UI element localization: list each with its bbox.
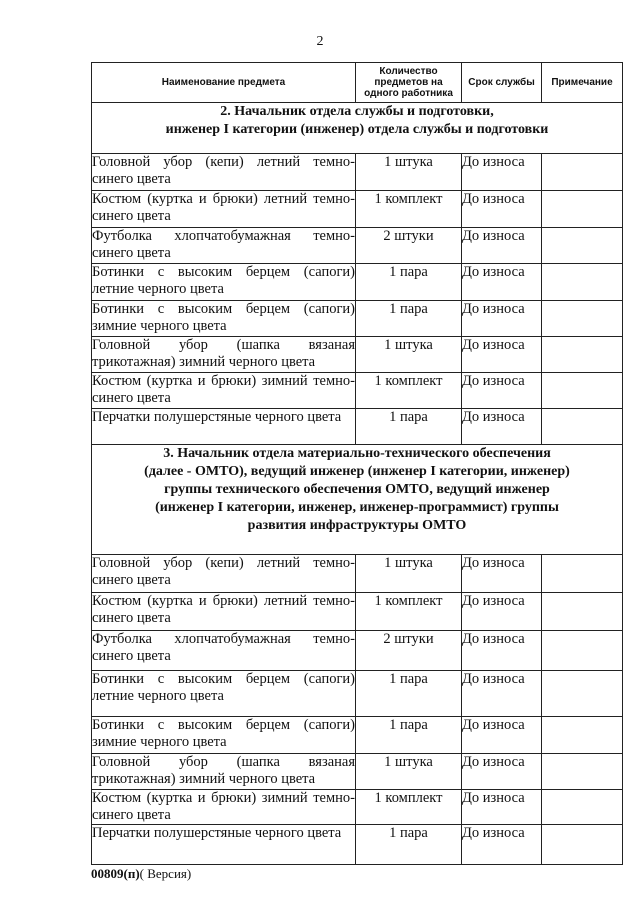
table-row [92,228,623,264]
item-note [542,790,623,825]
item-note [542,373,623,409]
footer [91,866,191,882]
table-row [92,631,623,671]
table-row [92,301,623,337]
item-quantity: 1 комплект [356,790,462,825]
item-note [542,825,623,865]
item-name: Костюм (куртка и брюки) летний темно-синего цвета [92,191,356,228]
item-name: Головной убор (кепи) летний темно-синего цвета [92,555,356,593]
table-row [92,790,623,825]
item-term: До износа [462,790,542,825]
item-quantity: 1 комплект [356,373,462,409]
table-row [92,671,623,717]
section-title-line: группы технического обеспечения ОМТО, ведущий инженер [164,482,550,497]
item-quantity: 2 штуки [356,631,462,671]
section-title-row [92,445,623,555]
section-title [92,445,623,555]
item-quantity: 1 штука [356,154,462,191]
item-term: До износа [462,373,542,409]
document-code: 00809(п) [91,866,140,881]
item-quantity: 1 комплект [356,593,462,631]
item-note [542,671,623,717]
item-quantity: 2 штуки [356,228,462,264]
item-term: До износа [462,154,542,191]
header-note: Примечание [542,63,623,103]
item-term: До износа [462,717,542,754]
item-quantity: 1 штука [356,754,462,790]
document-version: ( Версия) [139,866,192,881]
item-name: Перчатки полушерстяные черного цвета [92,409,356,445]
item-quantity: 1 комплект [356,191,462,228]
item-quantity: 1 пара [356,409,462,445]
header-term: Срок службы [462,63,542,103]
section-title [92,103,623,154]
item-name: Головной убор (кепи) летний темно-синего цвета [92,154,356,191]
section-title-line: (далее - ОМТО), ведущий инженер (инженер I категории, инженер) [144,464,570,479]
item-name: Ботинки с высоким берцем (сапоги) летние черного цвета [92,671,356,717]
item-name: Костюм (куртка и брюки) зимний темно-синего цвета [92,790,355,823]
item-name: Футболка хлопчатобумажная темно-синего цвета [92,228,356,264]
item-name: Ботинки с высоким берцем (сапоги) зимние черного цвета [92,717,356,754]
item-name: Футболка хлопчатобумажная темно-синего цвета [92,631,356,671]
item-quantity: 1 штука [356,555,462,593]
table-row [92,191,623,228]
item-name: Головной убор (шапка вязаная трикотажная) зимний черного цвета [92,337,356,373]
section-title-row [92,103,623,154]
item-term: До износа [462,228,542,264]
item-quantity: 1 пара [356,717,462,754]
table-row [92,264,623,301]
section-title-line: (инженер I категории, инженер, инженер-программист) группы [155,500,559,515]
item-term: До износа [462,555,542,593]
item-term: До износа [462,825,542,865]
item-note [542,264,623,301]
table-header-row [92,63,623,103]
section-title-line: инженер I категории (инженер) отдела службы и подготовки [165,122,549,137]
item-name: Головной убор (шапка вязаная трикотажная) зимний черного цвета [92,754,356,790]
header-name: Наименование предмета [92,63,356,103]
item-term: До износа [462,191,542,228]
item-name: Костюм (куртка и брюки) зимний темно-синего цвета [92,373,356,409]
item-note [542,191,623,228]
item-note [542,154,623,191]
item-quantity: 1 пара [356,825,462,865]
table-row [92,409,623,445]
item-name: Ботинки с высоким берцем (сапоги) зимние черного цвета [92,301,356,337]
equipment-table [91,62,623,865]
item-note [542,301,623,337]
table-row [92,373,623,409]
table-row [92,337,623,373]
item-name: Перчатки полушерстяные черного цвета [92,825,356,865]
table-row [92,154,623,191]
item-note [542,337,623,373]
item-note [542,555,623,593]
table-row [92,825,623,865]
item-note [542,754,623,790]
header-quantity: Количество предметов на одного работника [356,63,462,103]
item-note [542,631,623,671]
item-term: До износа [462,337,542,373]
table-row [92,555,623,593]
item-note [542,593,623,631]
item-name: Ботинки с высоким берцем (сапоги) летние черного цвета [92,264,356,301]
table-row [92,593,623,631]
item-term: До износа [462,754,542,790]
item-term: До износа [462,671,542,717]
table-row [92,717,623,754]
item-term: До износа [462,264,542,301]
section-title-line: развития инфраструктуры ОМТО [247,518,467,533]
section-title-line: 3. Начальник отдела материально-технического обеспечения [163,446,551,461]
item-quantity: 1 пара [356,671,462,717]
item-term: До износа [462,301,542,337]
item-name: Костюм (куртка и брюки) летний темно-синего цвета [92,593,356,631]
item-quantity: 1 пара [356,264,462,301]
item-note [542,228,623,264]
table-row [92,754,623,790]
item-note [542,717,623,754]
item-term: До износа [462,593,542,631]
item-term: До износа [462,631,542,671]
item-quantity: 1 пара [356,301,462,337]
item-note [542,409,623,445]
table-body [92,103,623,865]
section-title-line: 2. Начальник отдела службы и подготовки, [220,104,494,119]
item-term: До износа [462,409,542,445]
item-quantity: 1 штука [356,337,462,373]
page-number: 2 [316,34,324,49]
